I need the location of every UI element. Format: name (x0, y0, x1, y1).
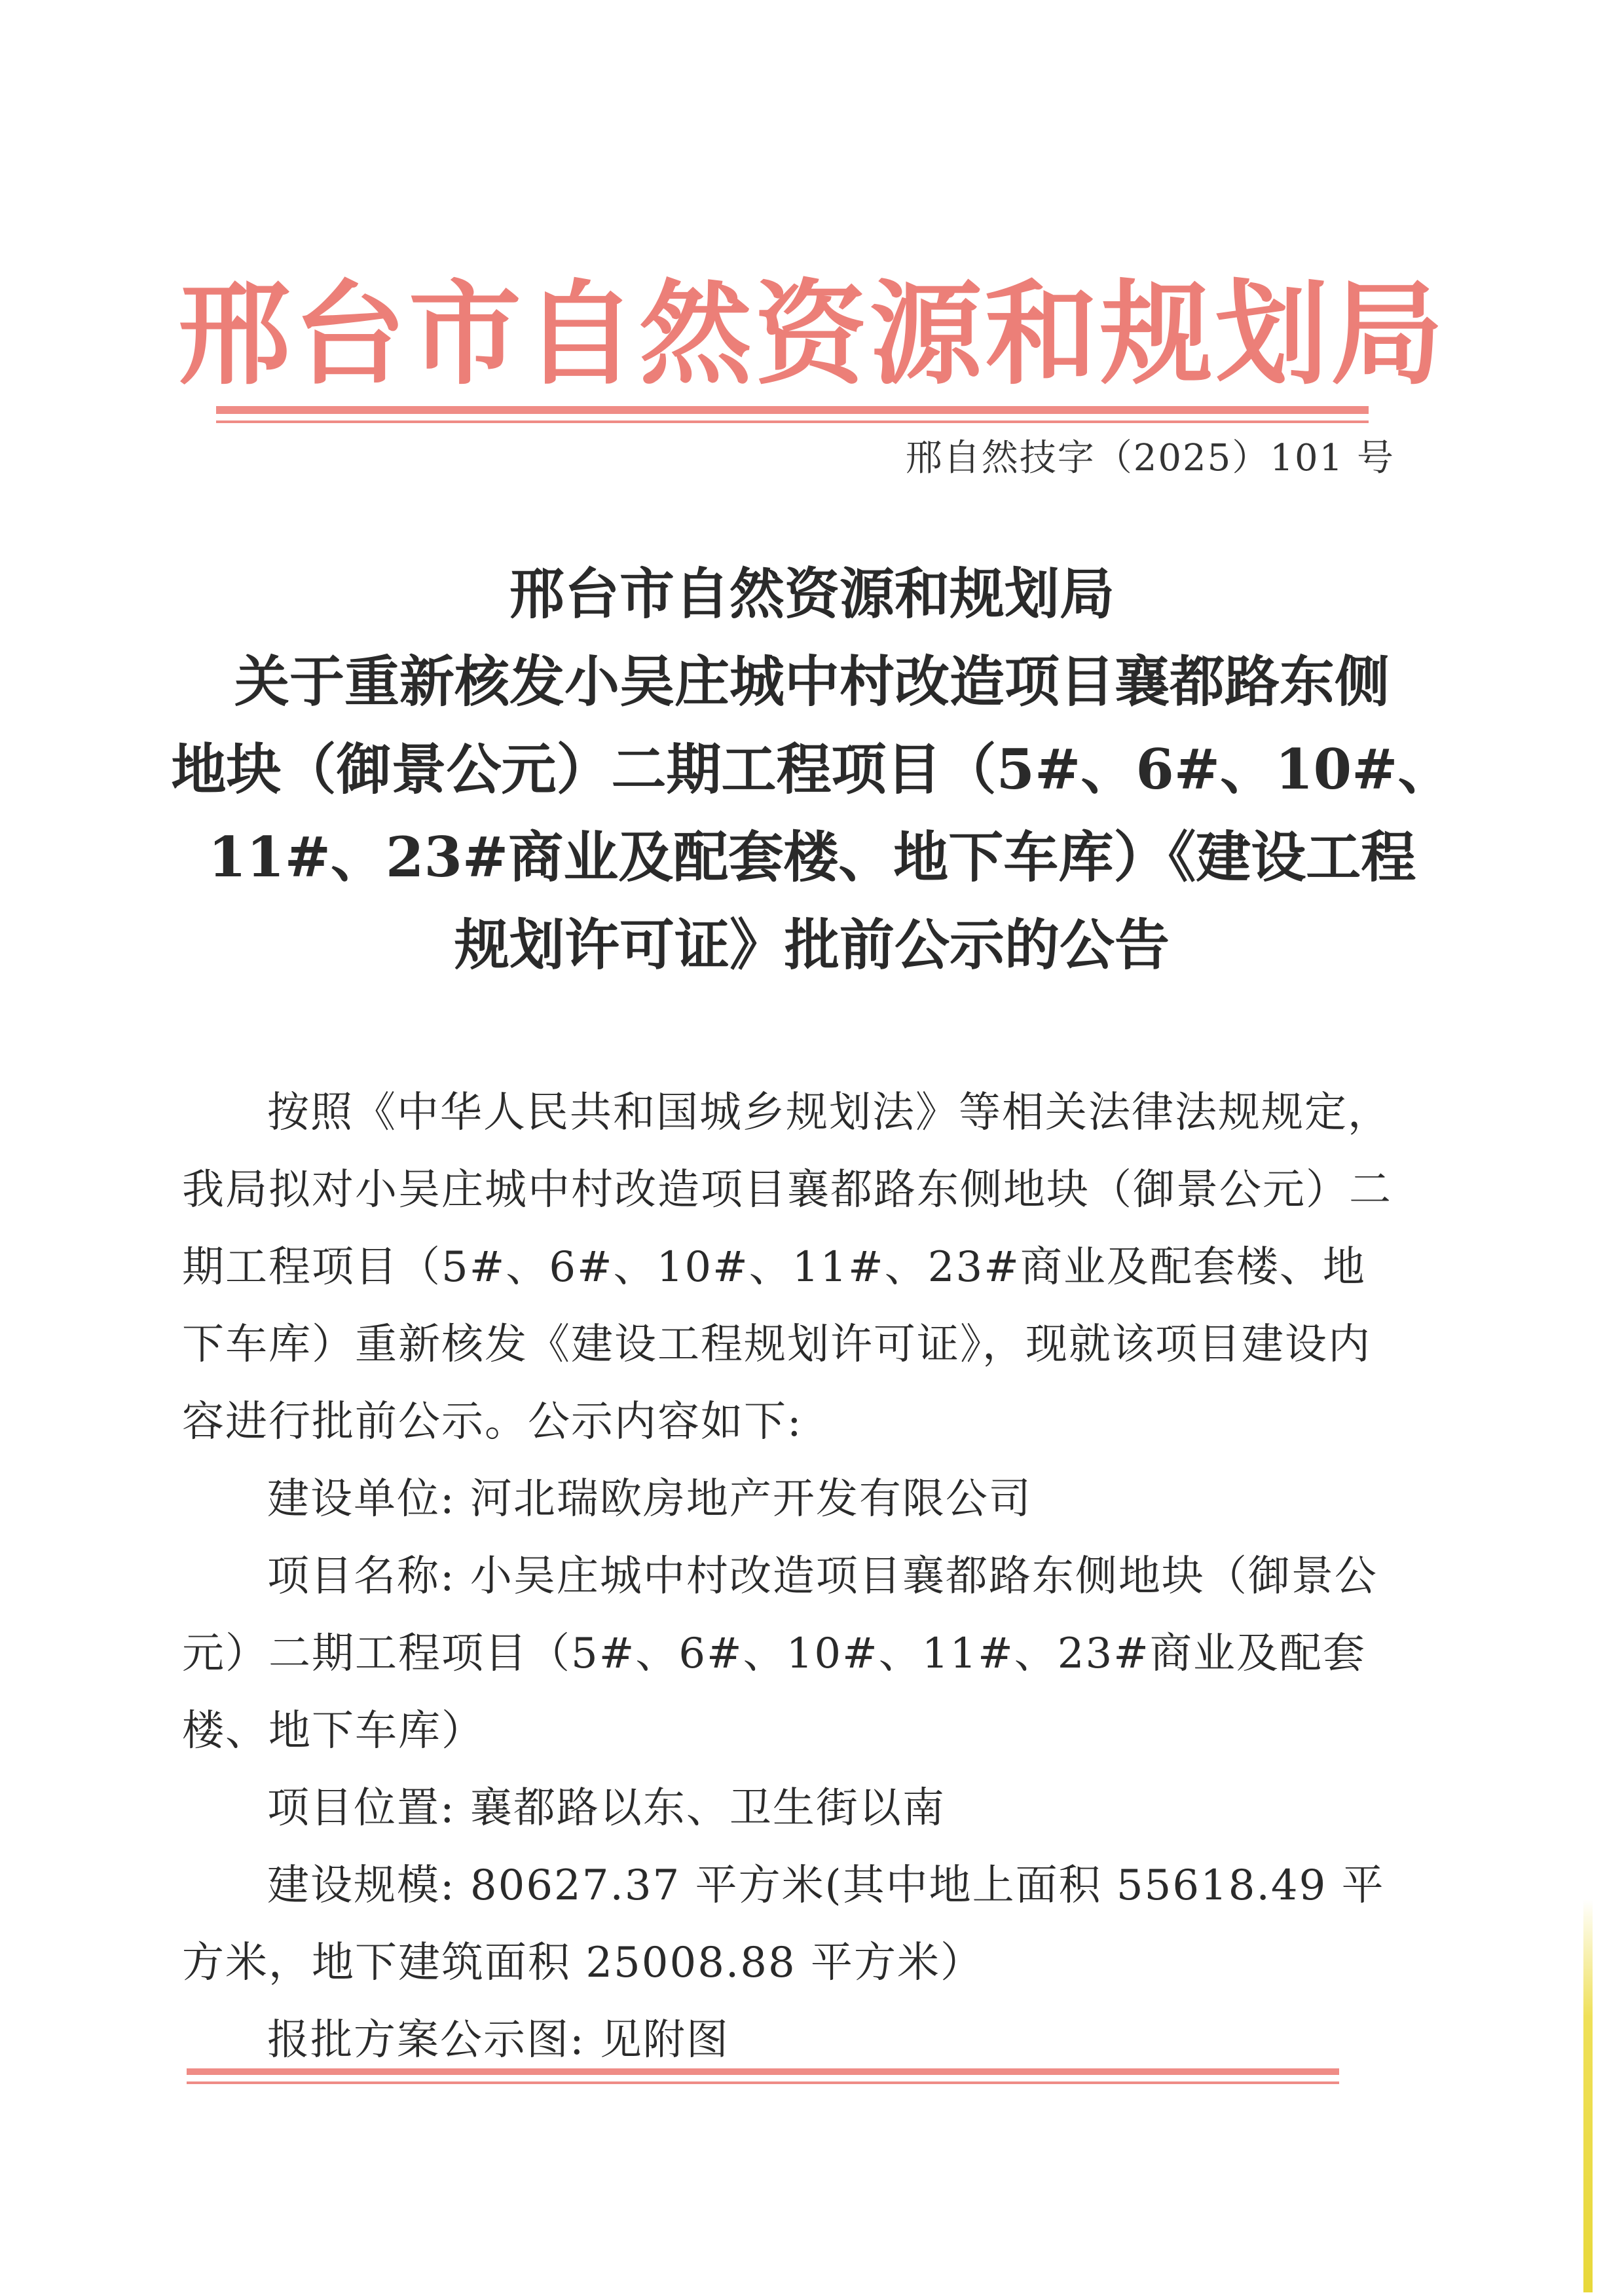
project-location: 项目位置: 襄都路以东、卫生街以南 (267, 1784, 946, 1833)
document-number: 邢自然技字（2025）101 号 (905, 437, 1395, 479)
intro-paragraph: 按照《中华人民共和国城乡规划法》等相关法律法规规定，我局拟对小吴庄城中村改造项目襄都路东侧地块（御景公元）二期工程项目（5#、6#、10#、11#、23#商业及配套楼、地下车库）重新核发《建设工程规划许可证》，现就该项目建设内容进行批前公示。公示内容如下: (182, 1089, 1392, 1446)
title-line-3: 地块（御景公元）二期工程项目（5#、6#、10#、 (171, 737, 1453, 802)
construction-unit: 建设单位: 河北瑞欧房地产开发有限公司 (267, 1475, 1032, 1523)
notice-body (182, 1074, 1400, 2079)
footer-rule-thick (187, 2068, 1339, 2075)
title-line-4: 11#、23#商业及配套楼、地下车库）《建设工程 (208, 825, 1416, 889)
construction-scale: 建设规模: 80627.37 平方米(其中地上面积 55618.49 平方米，地下建筑面积 25008.88 平方米） (182, 1861, 1385, 1987)
issuer-letterhead: 邢台市自然资源和规划局 (178, 267, 1446, 400)
letterhead-rule-thick (216, 406, 1369, 414)
plan-drawing: 报批方案公示图: 见附图 (267, 2016, 729, 2064)
title-line-2: 关于重新核发小吴庄城中村改造项目襄都路东侧 (234, 649, 1390, 714)
project-name: 项目名称: 小吴庄城中村改造项目襄都路东侧地块（御景公元）二期工程项目（5#、6#、10#、11#、23#商业及配套楼、地下车库） (182, 1552, 1378, 1755)
letterhead-rule-thin (216, 420, 1369, 423)
title-line-5: 规划许可证》批前公示的公告 (454, 912, 1170, 977)
scan-edge-mark (1583, 1899, 1593, 2292)
footer-rule-thin (187, 2081, 1339, 2084)
notice-title (157, 550, 1467, 989)
title-line-1: 邢台市自然资源和规划局 (509, 561, 1115, 626)
